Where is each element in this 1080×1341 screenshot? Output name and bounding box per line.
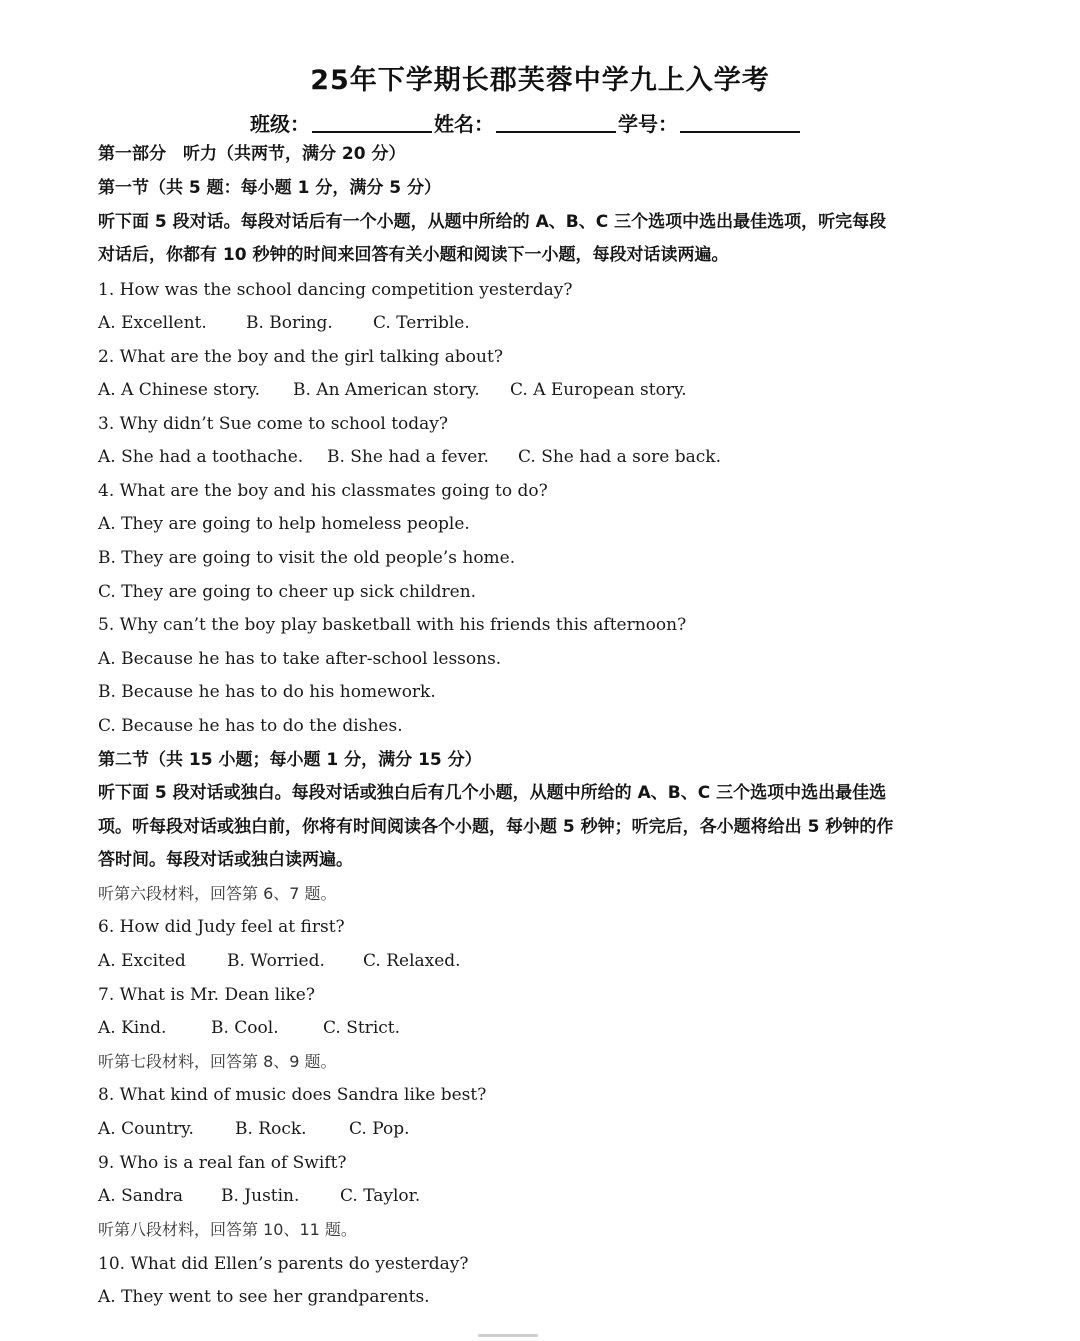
section2-instructions-line3: 答时间。每段对话或独白读两遍。 <box>98 850 353 870</box>
option-c: C. Taylor. <box>340 1186 421 1206</box>
question-6: 6. How did Judy feel at first? <box>98 917 345 937</box>
option-b: B. Boring. <box>246 313 333 333</box>
question-9: 9. Who is a real fan of Swift? <box>98 1153 347 1173</box>
id-label: 学号： <box>618 112 678 136</box>
question-1: 1. How was the school dancing competition yesterday? <box>98 280 573 300</box>
option-c: C. Terrible. <box>373 313 470 333</box>
question-5-option-a: A. Because he has to take after-school lessons. <box>98 649 502 669</box>
material-6-note: 听第六段材料，回答第 6、7 题。 <box>98 884 337 903</box>
option-b: B. Worried. <box>227 951 325 971</box>
section2-instructions-line1: 听下面 5 段对话或独白。每段对话或独白后有几个小题，从题中所给的 A、B、C 三个选项中选出最佳选 <box>98 783 887 803</box>
option-a: A. Excellent. <box>98 313 207 333</box>
question-1-options <box>98 312 470 334</box>
question-7-options <box>98 1017 400 1039</box>
question-5-option-c: C. Because he has to do the dishes. <box>98 716 403 736</box>
option-b: B. Cool. <box>211 1018 279 1038</box>
option-a: A. Excited <box>98 951 186 971</box>
section2-heading: 第二节（共 15 小题；每小题 1 分，满分 15 分） <box>98 750 482 770</box>
question-7: 7. What is Mr. Dean like? <box>98 985 315 1005</box>
question-8: 8. What kind of music does Sandra like best? <box>98 1085 487 1105</box>
part1-heading: 第一部分 听力（共两节，满分 20 分） <box>98 144 406 164</box>
question-5: 5. Why can’t the boy play basketball with his friends this afternoon? <box>98 615 687 635</box>
question-3-options <box>98 446 721 468</box>
exam-title: 25年下学期长郡芙蓉中学九上入学考 <box>310 65 770 96</box>
option-b: B. An American story. <box>293 380 480 400</box>
option-c: C. Strict. <box>323 1018 401 1038</box>
section1-instructions-line2: 对话后，你都有 10 秒钟的时间来回答有关小题和阅读下一小题，每段对话读两遍。 <box>98 245 729 265</box>
question-9-options <box>98 1185 420 1207</box>
option-a: A. A Chinese story. <box>98 380 261 400</box>
section2-instructions-line2: 项。听每段对话或独白前，你将有时间阅读各个小题，每小题 5 秒钟；听完后，各小题将给出 5 秒钟的作 <box>98 817 894 837</box>
question-5-option-b: B. Because he has to do his homework. <box>98 682 436 702</box>
question-3: 3. Why didn’t Sue come to school today? <box>98 414 449 434</box>
question-4: 4. What are the boy and his classmates going to do? <box>98 481 548 501</box>
option-b: B. Justin. <box>221 1186 300 1206</box>
option-c: C. Pop. <box>349 1119 410 1139</box>
question-6-options <box>98 950 461 972</box>
section1-instructions-line1: 听下面 5 段对话。每段对话后有一个小题，从题中所给的 A、B、C 三个选项中选出最佳选项，听完每段 <box>98 212 887 232</box>
name-blank <box>496 130 616 133</box>
material-7-note: 听第七段材料，回答第 8、9 题。 <box>98 1052 337 1071</box>
section1-heading: 第一节（共 5 题：每小题 1 分，满分 5 分） <box>98 178 441 198</box>
student-info-line <box>250 107 830 137</box>
option-c: C. A European story. <box>510 380 687 400</box>
class-blank <box>312 130 432 133</box>
question-4-option-c: C. They are going to cheer up sick children. <box>98 582 477 602</box>
option-a: A. Country. <box>98 1119 194 1139</box>
option-a: A. Sandra <box>98 1186 183 1206</box>
question-10: 10. What did Ellen’s parents do yesterday? <box>98 1254 469 1274</box>
option-a: A. Kind. <box>98 1018 167 1038</box>
option-c: C. She had a sore back. <box>518 447 721 467</box>
question-4-option-a: A. They are going to help homeless people. <box>98 514 470 534</box>
question-2-options <box>98 379 687 401</box>
question-8-options <box>98 1118 409 1140</box>
name-label: 姓名： <box>434 112 494 136</box>
material-8-note: 听第八段材料，回答第 10、11 题。 <box>98 1220 357 1239</box>
question-2: 2. What are the boy and the girl talking about? <box>98 347 503 367</box>
question-10-option-a: A. They went to see her grandparents. <box>98 1287 430 1307</box>
option-a: A. She had a toothache. <box>98 447 304 467</box>
page-bottom-mark <box>478 1334 538 1337</box>
class-label: 班级： <box>250 112 310 136</box>
question-4-option-b: B. They are going to visit the old people’s home. <box>98 548 516 568</box>
option-c: C. Relaxed. <box>363 951 461 971</box>
id-blank <box>680 130 800 133</box>
option-b: B. Rock. <box>235 1119 307 1139</box>
option-b: B. She had a fever. <box>327 447 489 467</box>
